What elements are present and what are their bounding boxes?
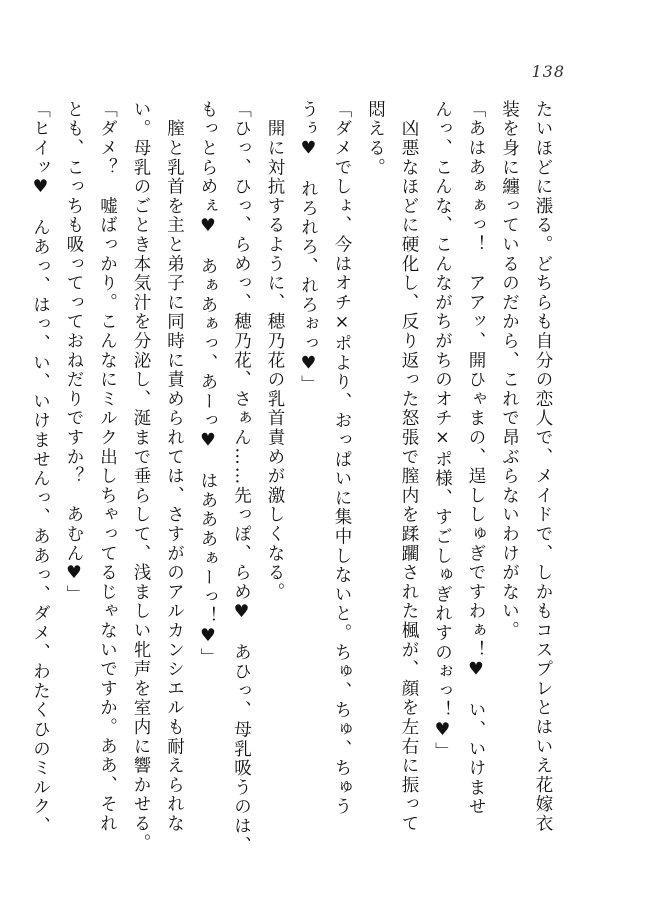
text-line: 装を身に纏っているのだから、これで昂ぶらないわけがない。 bbox=[499, 100, 520, 641]
text-line: んっ、こんな、こんながちがちのオチ×ポ様、すごしゅぎれすのぉっ！♥」 bbox=[432, 100, 453, 762]
text-line: とも、こっちも吸ってっておねだりですか？ あむん♥」 bbox=[64, 100, 84, 605]
text-line: うぅ♥ れろれろ、れろぉっ♥」 bbox=[298, 100, 319, 395]
page-number: 138 bbox=[531, 62, 565, 81]
text-line: もっとらめぇ♥ あぁあぁっ、あーっ♥ はあああぁーっ！♥」 bbox=[198, 100, 218, 668]
text-line: 開に対抗するように、穂乃花の乳首責めが激しくなる。 bbox=[265, 100, 285, 602]
vertical-text-body bbox=[30, 100, 559, 856]
text-line: い。母乳のごとき本気汁を分泌し、涎まで垂らして、浅ましい牝声を室内に響かせる。 bbox=[131, 100, 151, 853]
text-line: 凶悪なほどに硬化し、反り返った怒張で膣内を蹂躙された楓が、顔を左右に振って bbox=[399, 100, 419, 834]
text-line: 「ダメ？ 嘘ばっかり。こんなにミルク出しちゃってるじゃないですか。ああ、それ bbox=[97, 100, 118, 834]
text-line: 悶える。 bbox=[365, 100, 386, 178]
text-line: 「ヒイッ♥ んあっ、はっ、い、いけませんっ、ああっ、ダメ、わたくひのミルク、 bbox=[30, 100, 51, 836]
text-line: 膣と乳首を主と弟子に同時に責められては、さすがのアルカンシエルも耐えられな bbox=[164, 100, 185, 834]
text-line: たいほどに漲る。どちらも自分の恋人で、メイドで、しかもコスプレとはいえ花嫁衣 bbox=[533, 100, 553, 834]
text-line: 「ひっ、ひっ、らめっ、穂乃花、さぁん……先っぽ、らめ♥ あひっ、母乳吸うのは、 bbox=[231, 100, 252, 856]
text-line: 「あはあぁぁっ！ アアッ、開ひゃまの、逞ししゅぎですわぁ！♥ い、いけませ bbox=[466, 100, 486, 817]
text-line: 「ダメでしょ、今はオチ×ポより、おっぱいに集中しないと。ちゅ、ちゅ、ちゅう bbox=[332, 100, 352, 817]
